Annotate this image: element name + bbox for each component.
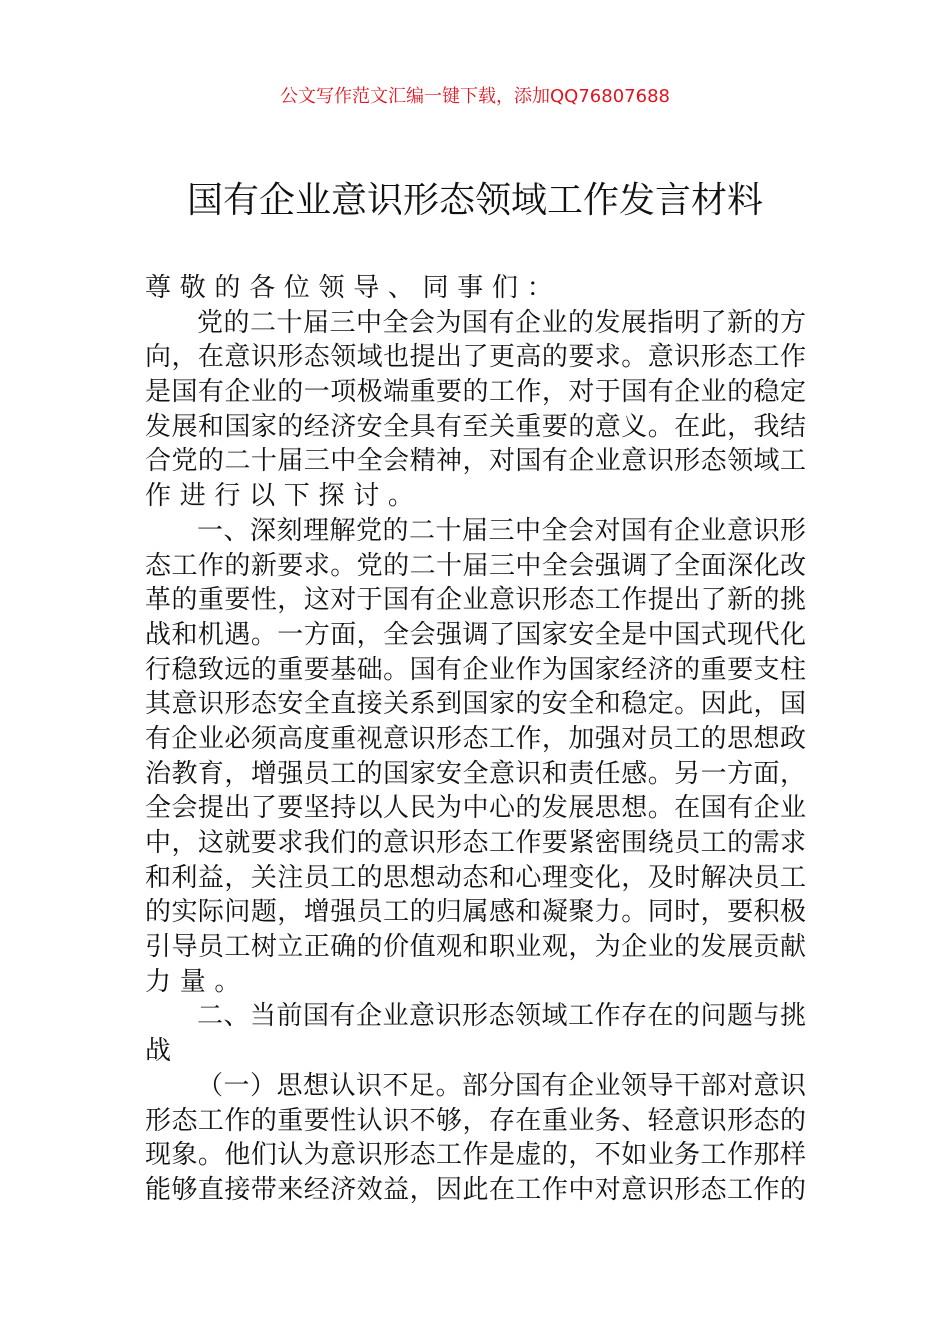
paragraph-line: 作进行以下探讨。 (145, 481, 423, 512)
download-banner: 公文写作范文汇编一键下载，添加QQ76807688 (280, 86, 670, 107)
document-title: 国有企业意识形态领域工作发言材料 (186, 180, 763, 221)
paragraph-line: 党的二十届三中全会为国有企业的发展指明了新的方 (197, 307, 806, 338)
paragraph-line: 其意识形态安全直接关系到国家的安全和稳定。因此，国 (145, 689, 806, 720)
paragraph-line: （一）思想认识不足。部分国有企业领导干部对意识 (197, 1070, 806, 1101)
paragraph-line: 战 (145, 1036, 180, 1067)
paragraph-line: 态工作的新要求。党的二十届三中全会强调了全面深化改 (145, 550, 806, 581)
paragraph-line: 力量。 (145, 966, 250, 997)
paragraph-line: 能够直接带来经济效益，因此在工作中对意识形态工作的 (145, 1174, 806, 1205)
paragraph-line: 行稳致远的重要基础。国有企业作为国家经济的重要支柱 (145, 654, 806, 685)
paragraph-line: 治教育，增强员工的国家安全意识和责任感。另一方面， (145, 758, 806, 789)
paragraph-line: 全会提出了要坚持以人民为中心的发展思想。在国有企业 (145, 793, 806, 824)
paragraph-line: 有企业必须高度重视意识形态工作，加强对员工的思想政 (145, 723, 806, 754)
paragraph-line: 革的重要性，这对于国有企业意识形态工作提出了新的挑 (145, 585, 806, 616)
paragraph-line: 形态工作的重要性认识不够，存在重业务、轻意识形态的 (145, 1105, 806, 1136)
salutation: 尊敬的各位领导、同事们： (145, 273, 562, 303)
paragraph-line: 向，在意识形态领域也提出了更高的要求。意识形态工作 (145, 342, 806, 373)
paragraph-line: 的实际问题，增强员工的归属感和凝聚力。同时，要积极 (145, 897, 806, 928)
paragraph-line: 战和机遇。一方面，全会强调了国家安全是中国式现代化 (145, 619, 806, 650)
paragraph-line: 是国有企业的一项极端重要的工作，对于国有企业的稳定 (145, 377, 806, 408)
paragraph-line: 发展和国家的经济安全具有至关重要的意义。在此，我结 (145, 411, 806, 442)
document-body (145, 271, 806, 1208)
paragraph-line: 引导员工树立正确的价值观和职业观，为企业的发展贡献 (145, 932, 806, 963)
paragraph-line: 合党的二十届三中全会精神，对国有企业意识形态领域工 (145, 446, 806, 477)
paragraph-line: 二、当前国有企业意识形态领域工作存在的问题与挑 (197, 1001, 806, 1032)
paragraph-line: 一、深刻理解党的二十届三中全会对国有企业意识形 (197, 515, 806, 546)
paragraph-line: 和利益，关注员工的思想动态和心理变化，及时解决员工 (145, 862, 806, 893)
paragraph-line: 现象。他们认为意识形态工作是虚的，不如业务工作那样 (145, 1140, 806, 1171)
paragraph-line: 中，这就要求我们的意识形态工作要紧密围绕员工的需求 (145, 828, 806, 858)
